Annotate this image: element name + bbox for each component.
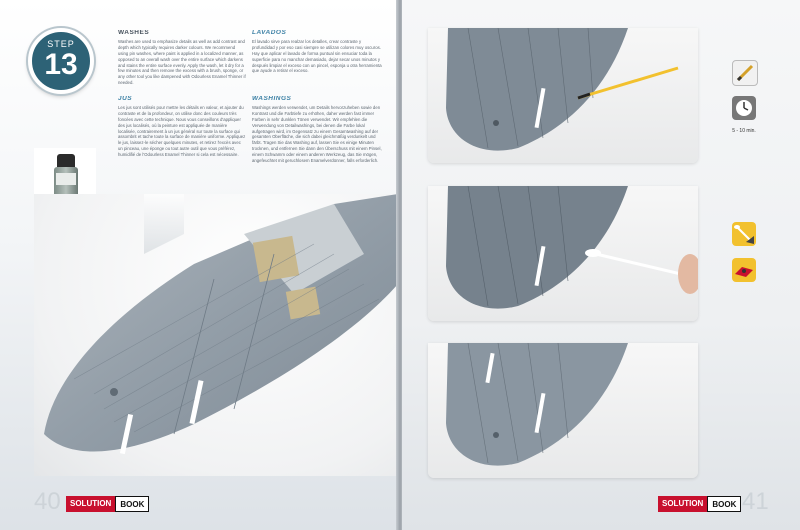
wing-photo-brush-step — [428, 28, 698, 163]
wing-photo-main — [34, 194, 398, 476]
logo-part-solution: SOLUTION — [66, 496, 115, 512]
washings-text: Washings werden verwendet, um Details hervorzuheben sowie den Kontrast und die Farbtiefe zu erhöhen, daher werden fast immer Farben in sehr dunklen Tönen verwendet. Wir empfehlen die Verwendung von Detailwashings, bei denen die Farbe lokal aufgetragen wird, im Gegensatz zu einem Gesamtwashing auf der gesamten Oberfläche, die sich dabei gleichmäßig verdunkelt und färbt. Tragen Sie das Washing auf, lassen Sie es einige Minuten trocknen, und entfernen Sie dann den Überschuss mit einem Pinsel, einem Schwamm oder einem anderen Werkzeug, das Sie mögen, angefeuchtet mit geruchlosem Enamelverdünner, falls erforderlich. — [252, 104, 382, 164]
lavados-heading: LAVADOS — [252, 30, 287, 36]
step-badge — [28, 28, 94, 94]
washings-column — [252, 96, 384, 186]
step-word: STEP — [47, 39, 75, 49]
paint-bottle-image — [54, 154, 78, 198]
cotton-swab-icon — [732, 222, 756, 246]
page-number-right: 41 — [742, 488, 769, 515]
wing-photo-result — [428, 343, 698, 478]
washes-heading: WASHES — [118, 30, 150, 36]
brush-icon — [732, 60, 758, 86]
solution-book-logo-right — [658, 496, 741, 512]
page-number-left: 40 — [34, 488, 61, 515]
washes-text: Washes are used to emphasize details as well as add contrast and depth which typically requires darker colours. We recommend using pin washes, where paint is applied in a localized manner, as opposed to an overall wash over the entire surface which darkens and stains the entire surface evenly. Apply the wash, let it dry for a few minutes and then remove the excess with a brush, sponge, or any other tool you like dampened with Odourless Enamel Thinner if needed. — [118, 38, 246, 86]
jus-heading: JUS — [118, 96, 133, 102]
logo-part-book: BOOK — [707, 496, 741, 512]
left-page — [0, 0, 398, 530]
right-page — [402, 0, 800, 530]
jus-column — [118, 96, 246, 186]
lavados-text: El lavado sirve para realzar los detalles, crear contraste y profundidad y por eso casi siempre se utilizan colores muy oscuros. Hay que aplicar el lavado de forma puntual sin ensuciar toda la superficie para no manchar demasiado, dejar secar unos minutos y después limpiar el exceso con un pincel, esponja u otra herramienta que ayude a retirar el exceso. — [252, 38, 382, 74]
logo-part-solution: SOLUTION — [658, 496, 707, 512]
jus-text: Les jus sont utilisés pour mettre les détails en valeur, et ajouter du contraste et de la profondeur, on utilise donc des couleurs très foncées avec cette technique. Nous vous conseillons d'appliquer des jus localisés, où la peinture est appliquée de manière localisée, contrairement à un jus général sur toute la surface qui assombrit et tache toute la surface de manière uniforme. Appliquez le jus, laissez-le sécher quelques minutes, et retirez l'excès avec un pinceau, une éponge ou tout autre outil que vous préférez, humidifié de l'Odourless Enamel Thinner si cela est nécessaire. — [118, 104, 246, 158]
solution-book-logo-left — [66, 496, 149, 512]
airbrush-icon — [732, 258, 756, 282]
washings-heading: WASHINGS — [252, 96, 292, 102]
wing-photo-cotton-step — [428, 186, 698, 321]
clock-icon — [732, 96, 756, 120]
logo-part-book: BOOK — [115, 496, 149, 512]
time-label: 5 - 10 min. — [732, 128, 756, 134]
step-number: 13 — [44, 48, 78, 81]
